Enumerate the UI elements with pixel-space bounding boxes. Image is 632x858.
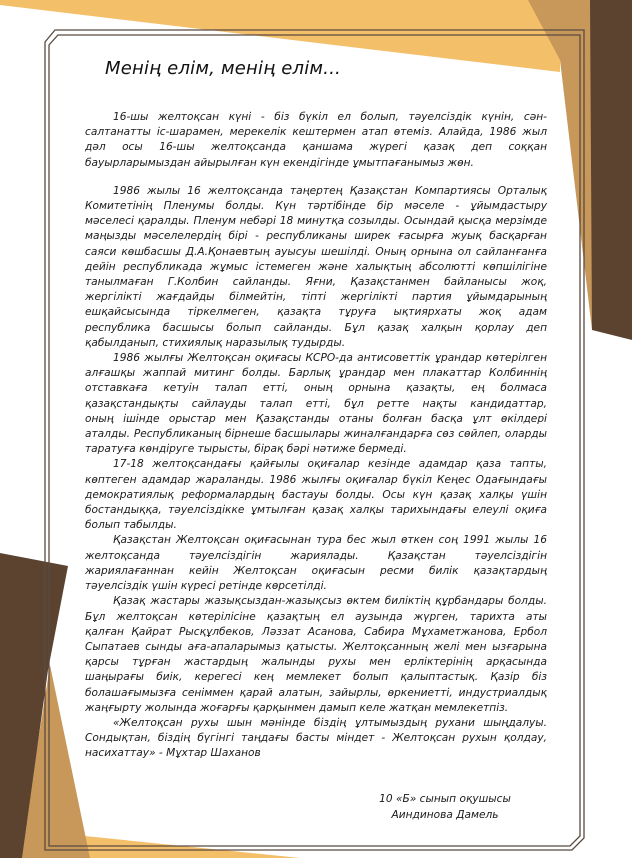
text-line: Қазақстан Желтоқсан оқиғасынан тура бес жыл өткен соң 1991 жылы 16 xyxy=(113,534,547,547)
paragraph xyxy=(85,110,547,171)
paragraph xyxy=(85,457,547,533)
text-line: 16-шы желтоқсан күні - біз бүкіл ел болып, тәуелсіздік күнін, сән- xyxy=(113,111,547,123)
text-line: республика басшысы болып сайланды. Бұл қазақ халқын қорлау деп xyxy=(85,321,547,334)
text-line: насихаттау» - Мұхтар Шаханов xyxy=(85,747,261,760)
text-line: бостандыққа, тәуелсіздікке ұмтылған қазақ халқы тарихындағы елеулі оқиға xyxy=(85,504,547,517)
text-line: маңызды мәселелердің бірі - республиканы ширек ғасырға жуық басқарған xyxy=(85,230,547,243)
text-line: Сондықтан, біздің бүгінгі таңдағы басты міндет - Желтоқсан рухын қолдау, xyxy=(85,732,547,745)
text-line: қарсы тұрған жастардың жалынды рухы мен ерліктерінің арқасында xyxy=(85,656,547,669)
text-line: Бұл желтоқсан көтерілісіне қазақтың ел аузында жүрген, тарихта аты xyxy=(85,610,547,623)
text-line: алғашқы жаппай митинг болды. Барлық ұрандар мен плакаттар Колбиннің xyxy=(85,367,547,380)
text-line: бауырларымыздан айырылған күн екендігінде ұмытпағанымыз жөн. xyxy=(85,156,474,169)
text-line: болып табылды. xyxy=(85,519,177,532)
text-line: болашағымызға сеніммен қарай алатын, зайырлы, өркениетті, индустриалдық xyxy=(85,686,547,699)
text-line: жариялағаннан кейін Желтоқсан оқиғасын ресми билік қазақтардың xyxy=(85,564,547,577)
text-line: жаңғырту жолында жоғарғы қарқынмен дамып келе жатқан мемлекетпіз. xyxy=(85,701,509,714)
text-line: жергілікті жағдайды білмейтін, тіпті жергілікті партия ұйымдарының xyxy=(85,291,547,304)
text-line: 17-18 желтоқсандағы қайғылы оқиғалар кезінде адамдар қаза тапты, xyxy=(113,458,547,471)
signature xyxy=(340,792,550,823)
text-line: демократиялық реформалардың бастауы болды. Осы күн қазақ халқы үшін xyxy=(85,488,547,501)
paragraph xyxy=(85,533,547,594)
text-line: оның ішінде орыстар мен Қазақстанды отаны болған басқа ұлт өкілдері xyxy=(85,412,547,425)
text-line: дейін республикада жұмыс істемеген және халықтың абсолютті көпшілігіне xyxy=(85,260,547,273)
text-line: Қазақ жастары жазықсыздан-жазықсыз өктем биліктің құрбандары болды. xyxy=(113,595,547,608)
text-line: 1986 жылғы Желтоқсан оқиғасы КСРО-да антисоветтік ұрандар көтерілген xyxy=(113,352,547,365)
page-title: Менің елім, менің елім... xyxy=(105,58,341,79)
text-line: тәуелсіздік үшін күресі ретінде көрсетілді. xyxy=(85,580,327,593)
article-body xyxy=(85,110,547,762)
paragraph xyxy=(85,716,547,762)
text-line: салтанатты іс-шарамен, мерекелік кештермен атап өтеміз. Алайда, 1986 жыл xyxy=(85,126,547,139)
text-line: ешқайсысында тіркелмеген, қазақта тұруға ықтиярхаты жоқ адам xyxy=(85,306,547,319)
text-line: отставкаға кетуін талап етті, оның орнына қазақты, ең болмаса xyxy=(85,382,547,395)
text-line: дәл осы 16-шы желтоқсанда қаншама жүрегі қазақ деп соққан xyxy=(85,141,547,154)
text-line: қабылданып, стихиялық наразылық тудырды. xyxy=(85,336,346,349)
text-line: аталды. Республиканың бірнеше басшылары жиналғандарға сөз сөйлеп, оларды xyxy=(85,428,547,441)
text-line: Сыпатаев сынды аға-апаларымыз қатысты. Желтоқсанның желі мен ызғарына xyxy=(85,640,547,653)
text-line: Комитетінің Пленумы болды. Күн тәртібінде бір мәселе - ұйымдастыру xyxy=(85,200,547,213)
text-line: саяси көшбасшы Д.А.Қонаевтың ауысуы шешілді. Оның орнына ол сайланғанға xyxy=(85,245,547,258)
text-line: көптеген адамдар жараланды. 1986 жылғы оқиғалар бүкіл Кеңес Одағындағы xyxy=(85,473,547,486)
text-line: мәселесі қаралды. Пленум небәрі 18 минутқа созылды. Осындай қысқа мерзімде xyxy=(85,215,547,228)
signature-class: 10 «Б» сынып оқушысы xyxy=(379,793,511,805)
text-line: қазақстандықты сайлауды талап етті, бұл ретте нақты кандидаттар, xyxy=(85,397,547,410)
paragraph xyxy=(85,184,547,351)
text-line: шаңырағы биік, керегесі кең мемлекет болып қалыптастық. Қазір біз xyxy=(85,671,547,684)
text-line: танылмаған Г.Колбин сайланды. Яғни, Қазақстанмен байланысы жоқ, xyxy=(85,276,547,289)
paragraph xyxy=(85,594,547,716)
text-line: таратуға көндіруге тырысты, бірақ бәрі нәтиже бермеді. xyxy=(85,443,407,456)
signature-name: Аиндинова Дамель xyxy=(391,808,499,821)
paragraph xyxy=(85,351,547,457)
text-line: қалған Қайрат Рысқұлбеков, Ләззат Асанова, Сабира Мұхаметжанова, Ербол xyxy=(85,625,547,638)
text-line: желтоқсанда тәуелсіздігін жариялады. Қазақстан тәуелсіздігін xyxy=(85,549,547,562)
text-line: 1986 жылы 16 желтоқсанда таңертең Қазақстан Компартиясы Орталық xyxy=(113,184,547,197)
right-brown-bar xyxy=(590,0,632,340)
text-line: «Желтоқсан рухы шын мәнінде біздің ұлтымыздың рухани шыңдалуы. xyxy=(113,716,547,729)
